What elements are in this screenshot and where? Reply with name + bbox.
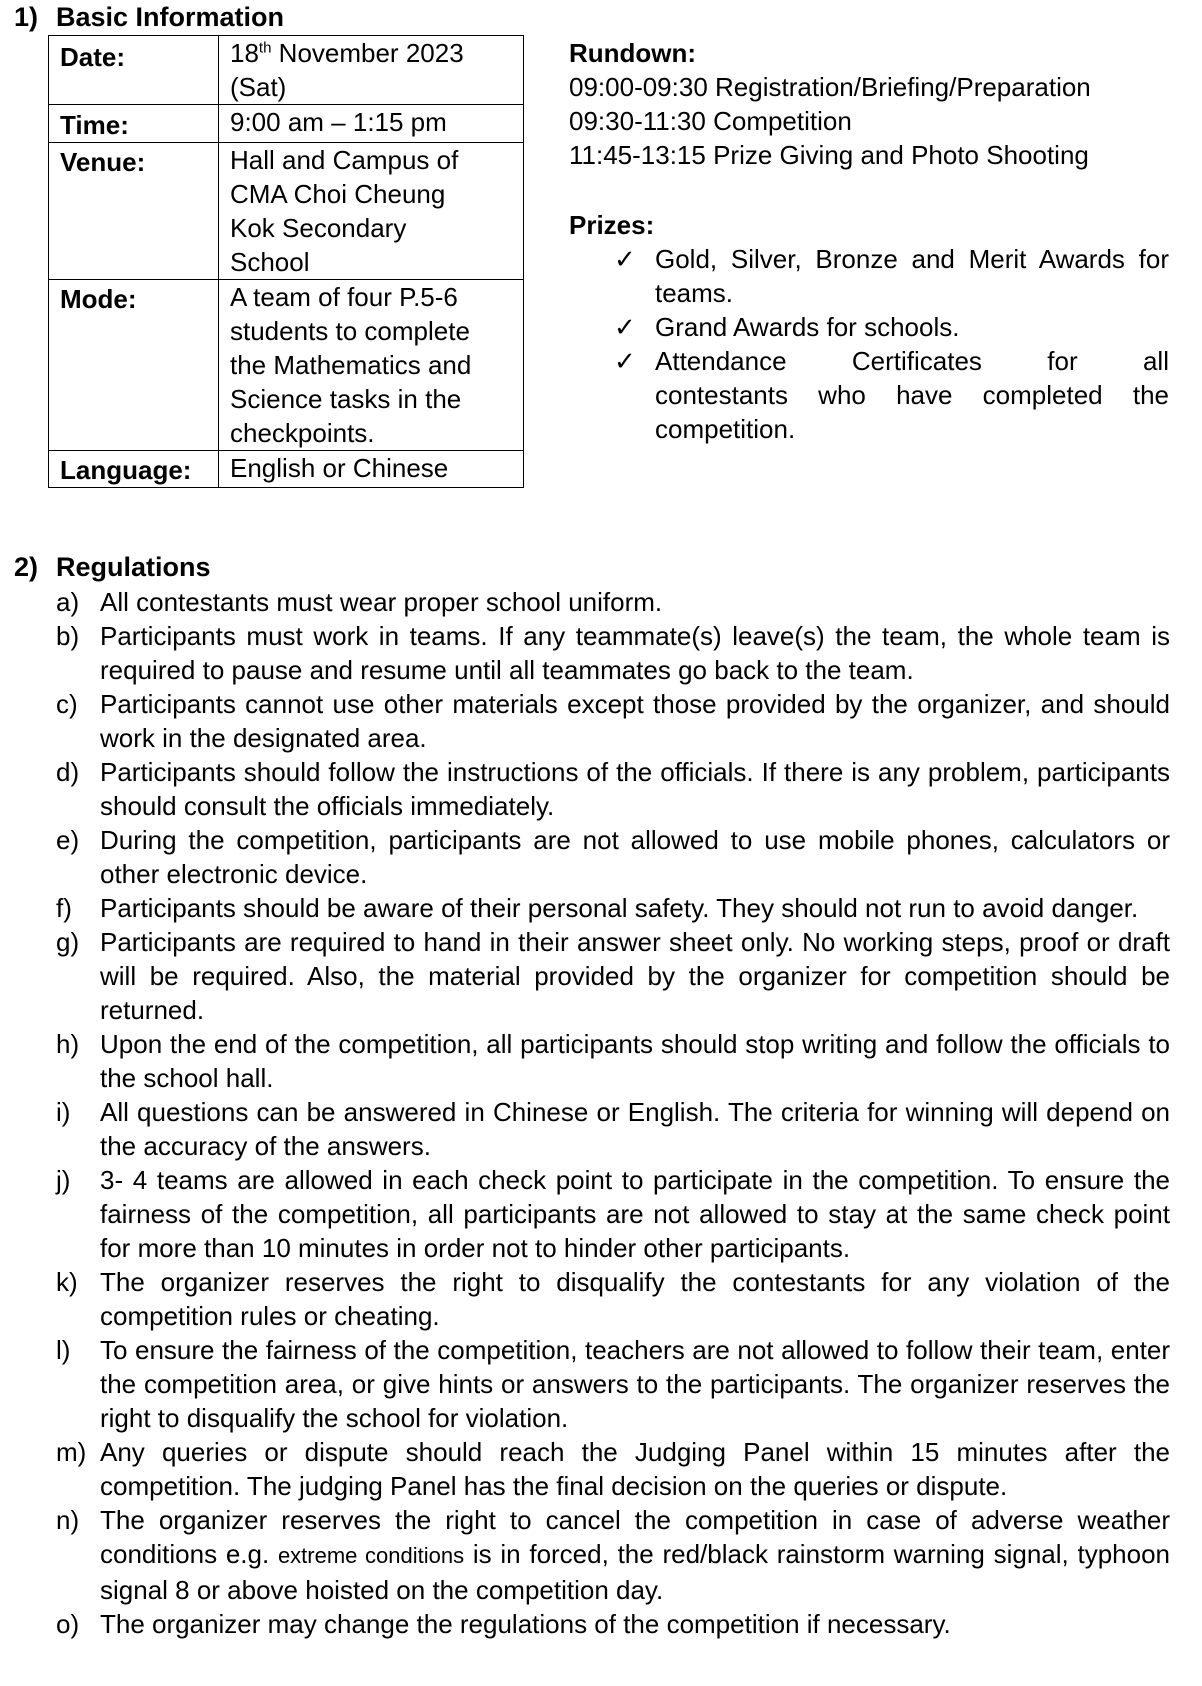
section-heading-regulations xyxy=(0,550,211,584)
list-item xyxy=(56,891,1170,925)
rule-text: Upon the end of the competition, all participants should stop writing and follow the officials to the school hall. xyxy=(100,1029,1170,1093)
rule-letter: h) xyxy=(56,1029,80,1059)
list-item xyxy=(56,1265,1170,1333)
list-item xyxy=(56,1095,1170,1163)
rule-letter: b) xyxy=(56,621,80,651)
date-suffix: th xyxy=(258,39,272,57)
prize-text: Grand Awards for schools. xyxy=(655,312,960,342)
rule-letter: f) xyxy=(56,893,72,923)
list-item xyxy=(56,823,1170,891)
rule-text: Participants must work in teams. If any teammate(s) leave(s) the team, the whole team is required to pause and resume until all teammates go back to the team. xyxy=(100,621,1170,685)
section-heading-basic-information xyxy=(0,0,284,34)
list-item xyxy=(56,687,1170,755)
rundown-item: 09:00-09:30 Registration/Briefing/Preparation xyxy=(569,72,1091,102)
table-row-venue xyxy=(49,143,524,280)
checkmark-icon: ✓ xyxy=(614,346,636,376)
checkmark-icon: ✓ xyxy=(614,244,636,274)
date-day: 18 xyxy=(230,38,259,68)
mode-line: students to complete xyxy=(230,316,470,346)
rule-text: Any queries or dispute should reach the Judging Panel within 15 minutes after the competition. The judging Panel has the final decision on the queries or dispute. xyxy=(100,1437,1170,1501)
rule-text xyxy=(100,1503,1170,1607)
list-item xyxy=(56,1435,1170,1503)
date-month-year: November 2023 xyxy=(271,38,464,68)
prizes-title: Prizes: xyxy=(569,210,655,240)
prize-text-line: contestants who have completed the competition. xyxy=(655,380,1169,444)
table-row-time xyxy=(49,105,524,143)
list-item xyxy=(56,1503,1170,1607)
rule-text: The organizer may change the regulations of the competition if necessary. xyxy=(100,1609,951,1639)
rundown-item: 11:45-13:15 Prize Giving and Photo Shooting xyxy=(569,140,1089,170)
rule-text: During the competition, participants are not allowed to use mobile phones, calculators or other electronic device. xyxy=(100,825,1170,889)
language-label: Language: xyxy=(49,451,219,488)
time-label: Time: xyxy=(49,105,219,143)
section-number: 2) xyxy=(14,552,39,582)
prize-text: Gold, Silver, Bronze and Merit Awards for teams. xyxy=(655,244,1169,308)
mode-line: A team of four P.5-6 xyxy=(230,282,458,312)
date-label: Date: xyxy=(49,36,219,105)
prize-item xyxy=(614,242,1169,310)
prize-text-line: Attendance Certificates for all xyxy=(655,346,1169,376)
list-item xyxy=(56,1333,1170,1435)
rule-letter: c) xyxy=(56,689,78,719)
time-value: 9:00 am – 1:15 pm xyxy=(219,105,524,143)
date-value xyxy=(219,36,524,105)
rule-text: 3- 4 teams are allowed in each check point to participate in the competition. To ensure the fairness of the competition, all participants are not allowed to stay at the same check point for more than 10 minutes in order not to hinder other participants. xyxy=(100,1165,1170,1263)
rule-letter: m) xyxy=(56,1437,87,1467)
venue-line: School xyxy=(230,247,310,277)
section-number: 1) xyxy=(14,2,39,32)
rule-text-part: The organizer reserves the right to cancel the competition in case of adverse weather conditions e.g. xyxy=(100,1505,1170,1569)
mode-label: Mode: xyxy=(49,280,219,451)
rule-text: Participants should be aware of their personal safety. They should not run to avoid danger. xyxy=(100,893,1139,923)
prize-item xyxy=(614,310,1169,344)
rule-letter: k) xyxy=(56,1267,78,1297)
rule-text: All contestants must wear proper school uniform. xyxy=(100,587,663,617)
list-item xyxy=(56,925,1170,1027)
list-item xyxy=(56,585,1170,619)
regulations-list xyxy=(56,585,1170,1641)
rule-letter: l) xyxy=(56,1335,71,1365)
rundown-and-prizes xyxy=(569,36,1169,446)
rundown-title: Rundown: xyxy=(569,38,697,68)
prizes-block xyxy=(569,208,1169,446)
rule-letter: a) xyxy=(56,587,80,617)
rule-text: The organizer reserves the right to disqualify the contestants for any violation of the competition rules or cheating. xyxy=(100,1267,1170,1331)
venue-value xyxy=(219,143,524,280)
rule-letter: g) xyxy=(56,927,80,957)
table-row-language xyxy=(49,451,524,488)
rule-letter: o) xyxy=(56,1609,80,1639)
venue-line: CMA Choi Cheung xyxy=(230,179,446,209)
basic-information-table xyxy=(48,35,524,488)
list-item xyxy=(56,1027,1170,1095)
list-item xyxy=(56,619,1170,687)
list-item xyxy=(56,1607,1170,1641)
rule-text: All questions can be answered in Chinese or English. The criteria for winning will depend on the accuracy of the answers. xyxy=(100,1097,1170,1161)
rule-text: Participants should follow the instructions of the officials. If there is any problem, participants should consult the officials immediately. xyxy=(100,757,1170,821)
table-row-date xyxy=(49,36,524,105)
rundown-item: 09:30-11:30 Competition xyxy=(569,106,852,136)
rule-letter: i) xyxy=(56,1097,71,1127)
rule-text-part: is in forced, the red/black rainstorm warning signal, typhoon signal 8 or above hoisted on the competition day. xyxy=(100,1539,1170,1605)
mode-line: Science tasks in the xyxy=(230,384,462,414)
section-title: Regulations xyxy=(56,552,211,582)
rule-text: Participants cannot use other materials except those provided by the organizer, and should work in the designated area. xyxy=(100,689,1170,753)
language-value: English or Chinese xyxy=(219,451,524,488)
rule-letter: e) xyxy=(56,825,80,855)
mode-line: the Mathematics and xyxy=(230,350,472,380)
table-row-mode xyxy=(49,280,524,451)
rule-letter: d) xyxy=(56,757,80,787)
rule-text-small: extreme conditions xyxy=(277,1543,465,1568)
checkmark-icon: ✓ xyxy=(614,312,636,342)
rule-letter: j) xyxy=(56,1165,71,1195)
rule-text: To ensure the fairness of the competition, teachers are not allowed to follow their team, enter the competition area, or give hints or answers to the participants. The organizer reserves the right to disqualify the school for violation. xyxy=(100,1335,1170,1433)
section-title: Basic Information xyxy=(56,2,285,32)
list-item xyxy=(56,755,1170,823)
date-weekday: (Sat) xyxy=(230,72,287,102)
rule-text: Participants are required to hand in their answer sheet only. No working steps, proof or draft will be required. Also, the material provided by the organizer for competition should be returned. xyxy=(100,927,1170,1025)
mode-value xyxy=(219,280,524,451)
prize-text xyxy=(655,344,1169,446)
venue-label: Venue: xyxy=(49,143,219,280)
venue-line: Hall and Campus of xyxy=(230,145,459,175)
prize-item xyxy=(614,344,1169,446)
list-item xyxy=(56,1163,1170,1265)
rule-letter: n) xyxy=(56,1505,80,1535)
venue-line: Kok Secondary xyxy=(230,213,407,243)
mode-line: checkpoints. xyxy=(230,418,375,448)
